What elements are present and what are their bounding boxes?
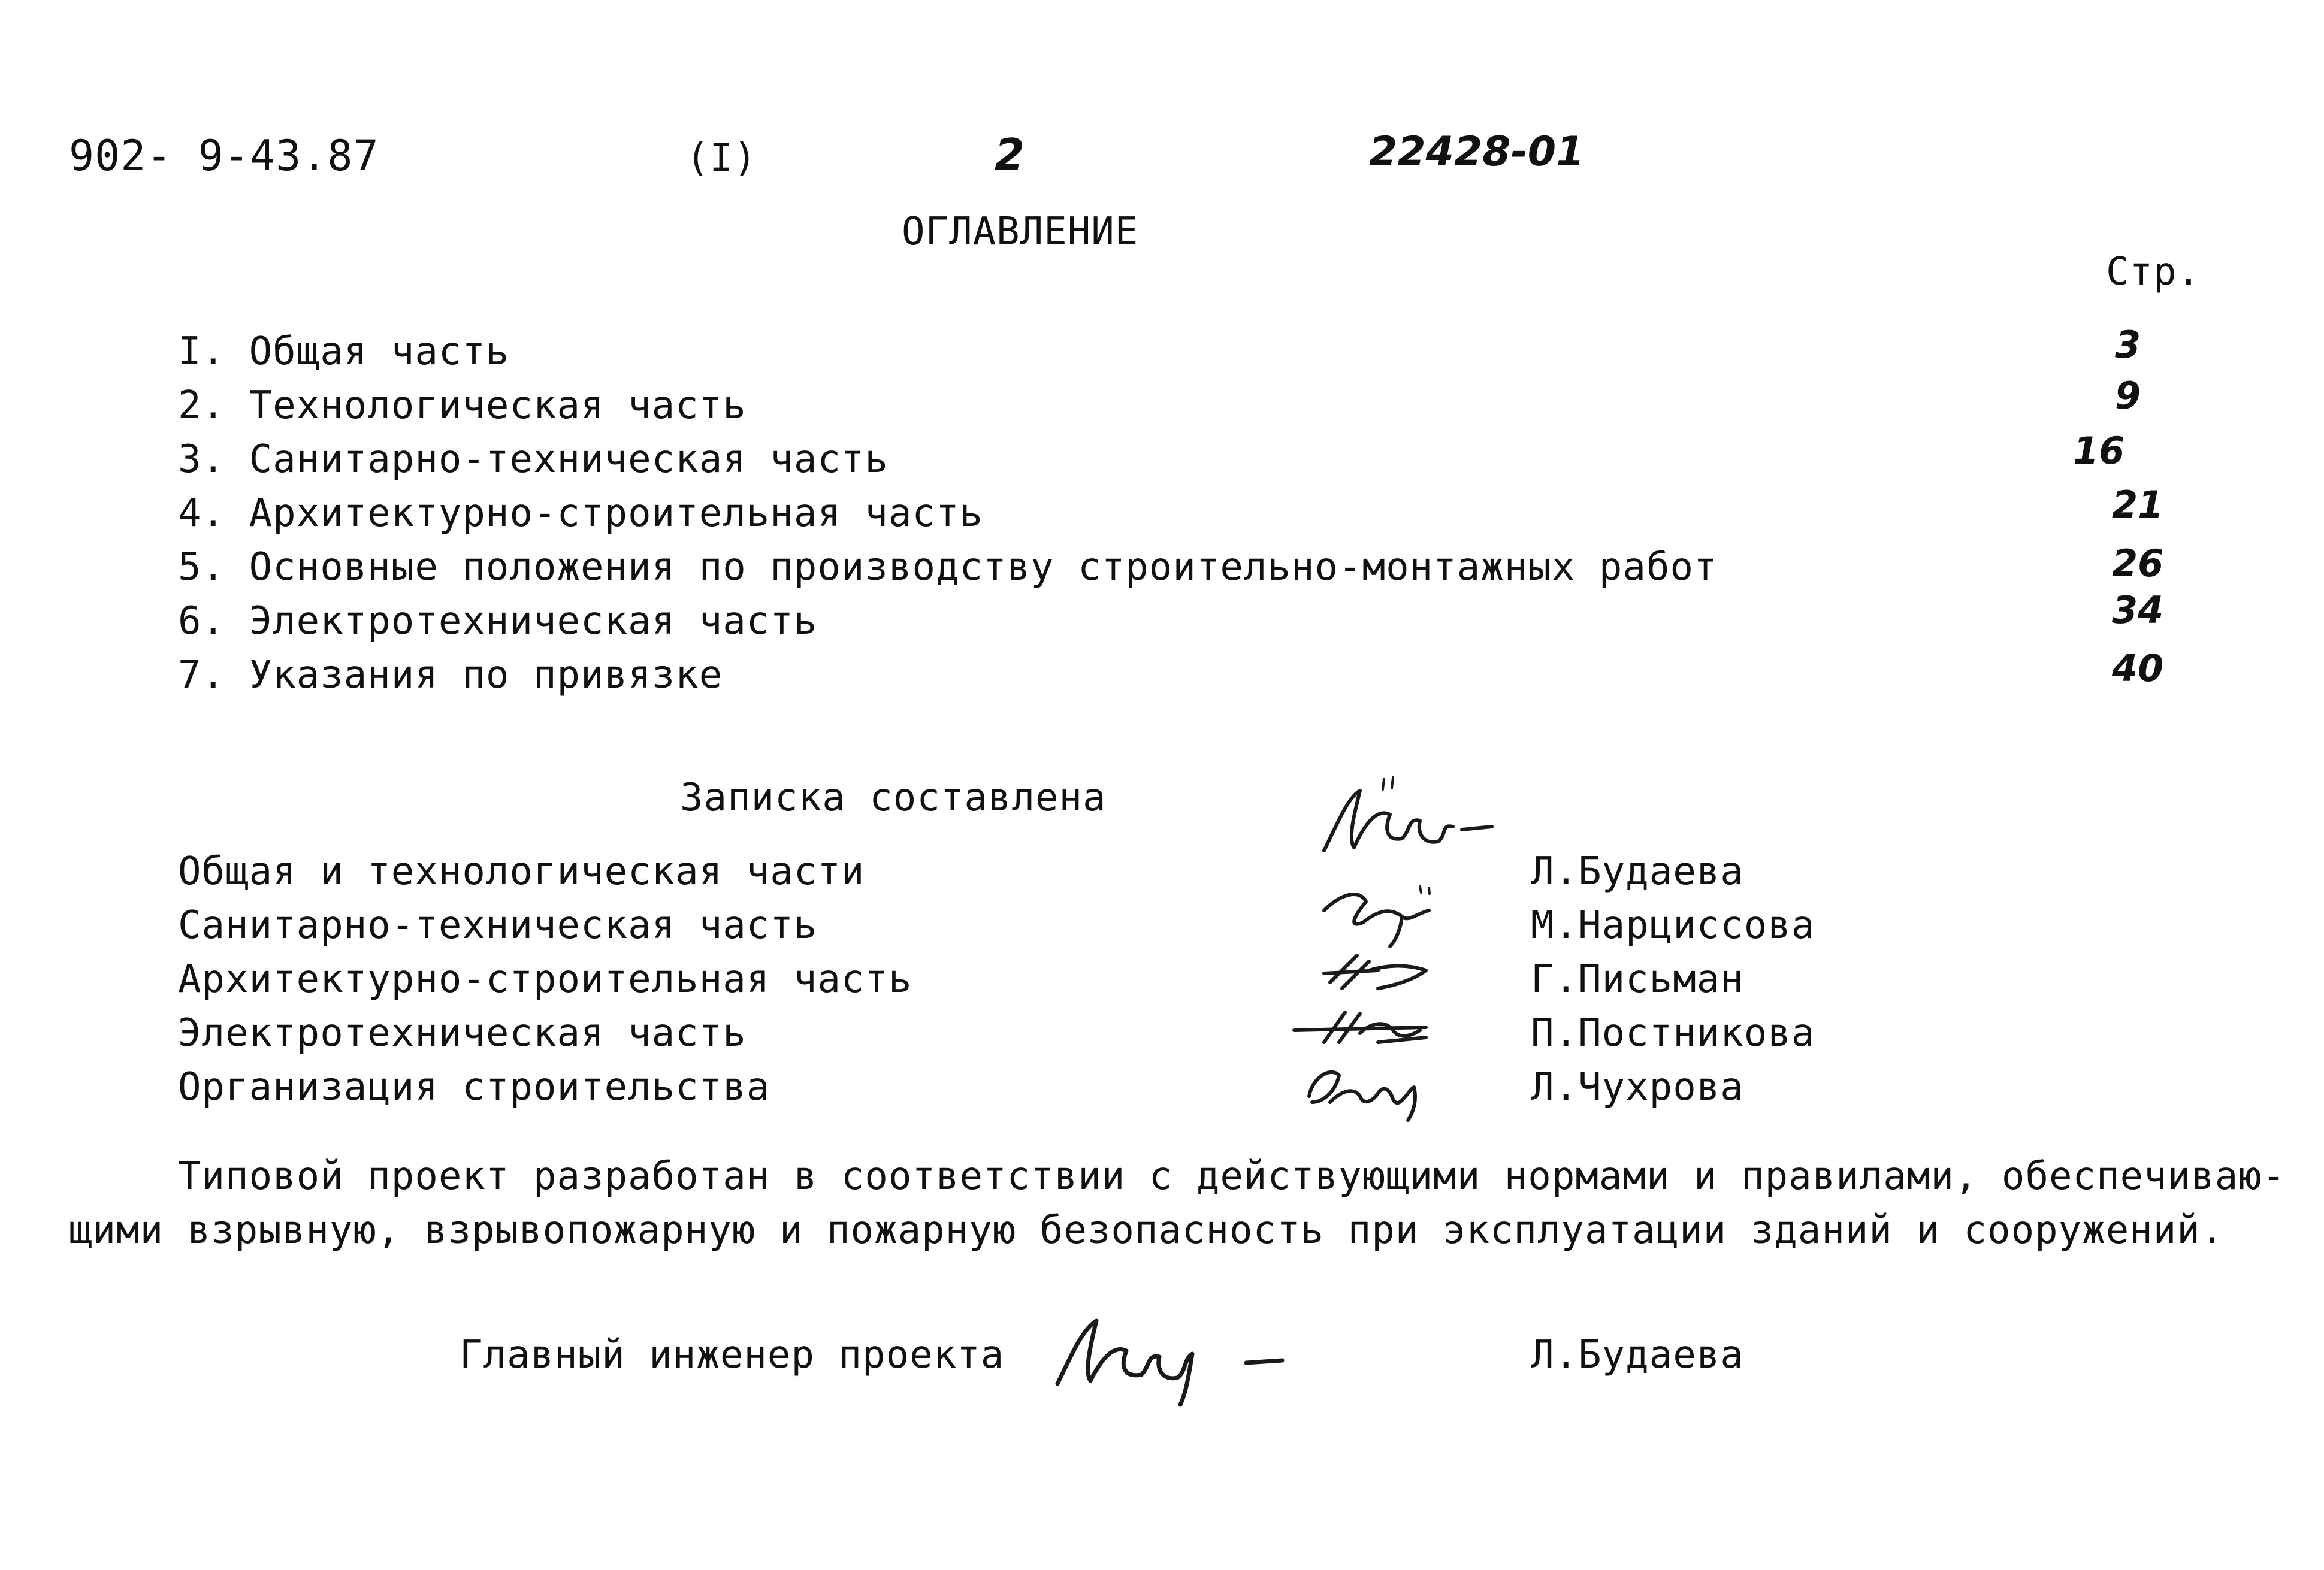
toc-item-label: 7. Указания по привязке <box>178 653 723 697</box>
toc-title: ОГЛАВЛЕНИЕ <box>902 210 1139 254</box>
chief-engineer-name: Л.Будаева <box>1531 1333 1744 1377</box>
toc-item-label: 2. Технологическая часть <box>178 383 747 428</box>
toc-item-page: 40 <box>2112 646 2164 690</box>
toc-item-page: 3 <box>2115 323 2141 367</box>
toc-item-label: 3. Санитарно-техническая часть <box>178 437 889 482</box>
toc-item-page: 34 <box>2112 588 2164 632</box>
toc-item-page: 16 <box>2073 429 2125 473</box>
author-section: Общая и технологическая части <box>178 849 865 894</box>
statement-line-2: щими взрывную, взрывопожарную и пожарную безопасность при эксплуатации зданий и сооружений. <box>69 1208 2225 1253</box>
volume-number: (I) <box>686 136 757 180</box>
toc-page-column-label: Стр. <box>2106 250 2201 294</box>
author-section: Организация строительства <box>178 1065 770 1109</box>
page-number: 2 <box>995 129 1025 180</box>
signature-pisman <box>1312 946 1444 1000</box>
toc-item-page: 9 <box>2115 374 2141 418</box>
toc-item-label: 6. Электротехническая часть <box>178 599 818 643</box>
toc-item-page: 21 <box>2112 483 2164 527</box>
author-name: П.Постникова <box>1531 1011 1815 1055</box>
author-section: Электротехническая часть <box>178 1011 747 1055</box>
signature-postnikova <box>1288 1000 1444 1054</box>
toc-item-label: I. Общая часть <box>178 329 510 374</box>
statement-line-1: Типовой проект разработан в соответствии с действующими нормами и правилами, обеспечиваю- <box>178 1154 2286 1199</box>
toc-item-page: 26 <box>2112 542 2164 585</box>
signature-nartsissova <box>1312 875 1444 952</box>
toc-item-label: 5. Основные положения по производству строительно-монтажных работ <box>178 545 1718 589</box>
document-number: 22428-01 <box>1369 128 1585 176</box>
document-code: 902- 9-43.87 <box>69 131 379 180</box>
signature-budaeva <box>1312 773 1510 875</box>
authors-heading: Записка составлена <box>680 776 1107 820</box>
chief-engineer-title: Главный инженер проекта <box>460 1333 1005 1377</box>
author-name: Л.Чухрова <box>1531 1065 1744 1109</box>
author-name: Г.Письман <box>1531 957 1744 1002</box>
author-section: Санитарно-техническая часть <box>178 903 818 948</box>
author-name: Л.Будаева <box>1531 849 1744 894</box>
author-section: Архитектурно-строительная часть <box>178 957 912 1002</box>
toc-item-label: 4. Архитектурно-строительная часть <box>178 491 984 536</box>
author-name: М.Нарциссова <box>1531 903 1815 948</box>
signature-chief-engineer <box>1042 1303 1294 1411</box>
signature-chukhrova <box>1294 1054 1432 1126</box>
